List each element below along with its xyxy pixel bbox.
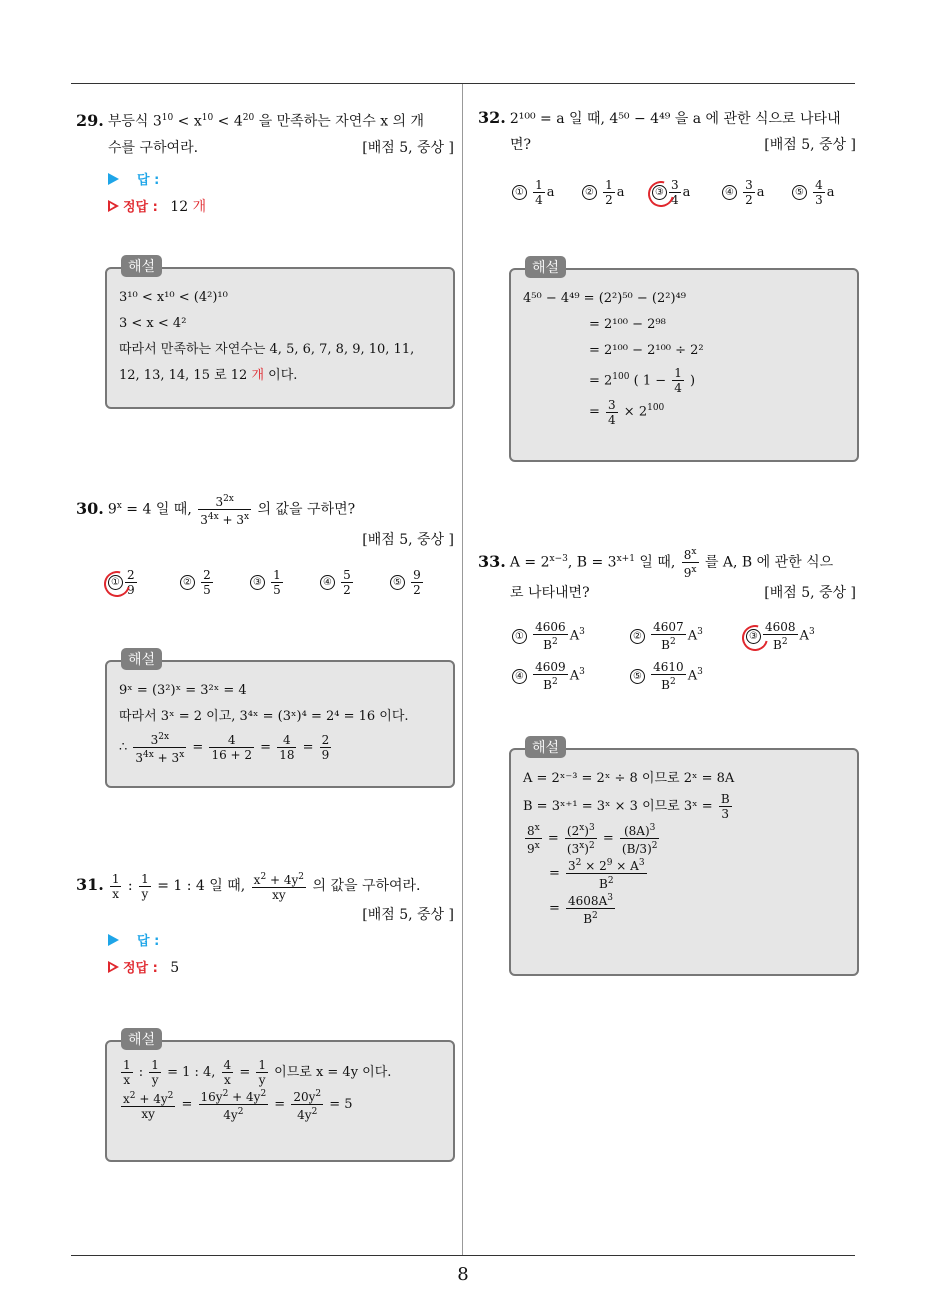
solution-box-30: 해설 9ˣ = (3²)ˣ = 3²ˣ = 4 따라서 3ˣ = 2 이고, 3⁴ˣ = (3ˣ)⁴ = 2⁴ = 16 이다. ∴ $\frac{3^{2x}}{3^{4x} + 3^x}$ = $\frac{4}{16 + 2}$ = $\frac{4}{18}$ = $\frac{2}{9}$ bbox=[105, 660, 455, 788]
score-label: [배점 5, 중상 ] bbox=[362, 907, 454, 923]
option-3[interactable]: ③ $\frac{4608}{B^2}$ $A^3$ bbox=[746, 620, 815, 652]
solution-box-33: 해설 A = 2ˣ⁻³ = 2ˣ ÷ 8 이므로 2ˣ = 8A B = 3ˣ⁺¹ = 3ˣ × 3 이므로 3ˣ = $\frac{B}{3}$ $\frac{8^x}{9^x}$ = $\frac{(2^x)^3}{(3^x)^2}$ = $\frac{(8A)^3}{(B/3)^2}$ = $\frac{3^2 \times 2^9 \times A^3}{B^2}$ = $\frac{4608A^3}{B^2}$ bbox=[509, 748, 859, 976]
score-label: [배점 5, 중상 ] bbox=[362, 532, 454, 548]
option-2[interactable]: ② $\frac{4607}{B^2}$ $A^3$ bbox=[630, 620, 703, 652]
question-number: 29. bbox=[76, 110, 104, 130]
option-4[interactable]: ④ $\frac{5}{2}$ bbox=[320, 568, 355, 597]
option-2[interactable]: ② $\frac{1}{2}$ a bbox=[582, 178, 625, 207]
top-rule bbox=[71, 83, 855, 84]
answer-line: 답 : bbox=[76, 167, 454, 194]
correct-answer-line: 정답 : 12 개 bbox=[76, 194, 454, 221]
score-label: [배점 5, 중상 ] bbox=[764, 585, 856, 601]
option-1[interactable]: ① $\frac{1}{4}$ a bbox=[512, 178, 555, 207]
question-32: 32. 2¹⁰⁰ = a 일 때, 4⁵⁰ − 4⁴⁹ 을 a 에 관한 식으로 나타내 면? [배점 5, 중상 ] bbox=[478, 105, 856, 158]
question-31: 31. $\frac{1}{x}$ : $\frac{1}{y}$ = 1 : 4 일 때, $\frac{x^2 + 4y^2}{xy}$ 의 값을 구하여라. [배점 5, 중상 ] 답 : 정답 : 5 bbox=[76, 870, 454, 982]
correct-answer-line: 정답 : 5 bbox=[76, 955, 454, 982]
page-number: 8 bbox=[457, 1264, 469, 1285]
option-3[interactable]: ③ $\frac{1}{5}$ bbox=[250, 568, 285, 597]
play-icon bbox=[108, 173, 119, 185]
score-label: [배점 5, 중상 ] bbox=[362, 139, 454, 156]
option-5[interactable]: ⑤ $\frac{4610}{B^2}$ $A^3$ bbox=[630, 660, 703, 692]
solution-box-29: 해설 3¹⁰ < x¹⁰ < (4²)¹⁰ 3 < x < 4² 따라서 만족하는 자연수는 4, 5, 6, 7, 8, 9, 10, 11, 12, 13, 14, 15 로 12 개 이다. bbox=[105, 267, 455, 409]
solution-box-32: 해설 4⁵⁰ − 4⁴⁹ = (2²)⁵⁰ − (2²)⁴⁹ = 2¹⁰⁰ − 2⁹⁸ = 2¹⁰⁰ − 2¹⁰⁰ ÷ 2² = $2^{100}$ ( 1 − $\frac{1}{4}$ ) = $\frac{3}{4}$ × $2^{100}$ bbox=[509, 268, 859, 462]
option-5[interactable]: ⑤ $\frac{9}{2}$ bbox=[390, 568, 425, 597]
options-32 bbox=[512, 178, 852, 218]
option-1[interactable]: ① $\frac{2}{9}$ bbox=[108, 568, 139, 597]
column-divider bbox=[462, 84, 463, 1256]
option-4[interactable]: ④ $\frac{3}{2}$ a bbox=[722, 178, 765, 207]
answer-line: 답 : bbox=[76, 928, 454, 955]
option-3[interactable]: ③ $\frac{3}{4}$ a bbox=[652, 178, 690, 207]
options-30 bbox=[108, 568, 454, 608]
outline-triangle-icon bbox=[108, 200, 119, 212]
bottom-rule bbox=[71, 1255, 855, 1256]
option-5[interactable]: ⑤ $\frac{4}{3}$ a bbox=[792, 178, 835, 207]
play-icon bbox=[108, 934, 119, 946]
score-label: [배점 5, 중상 ] bbox=[764, 137, 856, 153]
options-33 bbox=[512, 620, 852, 700]
outline-triangle-icon bbox=[108, 961, 119, 973]
option-2[interactable]: ② $\frac{2}{5}$ bbox=[180, 568, 215, 597]
solution-tag: 해설 bbox=[121, 255, 162, 277]
question-33: 33. $A = 2^{x-3}$, $B = 3^{x+1}$ 일 때, $\frac{8^x}{9^x}$ 를 A, B 에 관한 식으 로 나타내면? [배점 5, 중상 ] bbox=[478, 545, 856, 606]
question-29: 29. 부등식 $3^{10} < x^{10} < 4^{20}$ 을 만족하는 자연수 x 의 개 수를 구하여라. [배점 5, 중상 ] 답 : 정답 : 12 개 bbox=[76, 105, 454, 221]
option-4[interactable]: ④ $\frac{4609}{B^2}$ $A^3$ bbox=[512, 660, 585, 692]
solution-box-31: 해설 $\frac{1}{x}$ : $\frac{1}{y}$ = 1 : 4, $\frac{4}{x}$ = $\frac{1}{y}$ 이므로 x = 4y 이다. $\frac{x^2 + 4y^2}{xy}$ = $\frac{16y^2 + 4y^2}{4y^2}$ = $\frac{20y^2}{4y^2}$ = 5 bbox=[105, 1040, 455, 1162]
option-1[interactable]: ① $\frac{4606}{B^2}$ $A^3$ bbox=[512, 620, 585, 652]
question-30: 30. $9^x = 4$ 일 때, $\frac{3^{2x}}{3^{4x} + 3^x}$ 의 값을 구하면? [배점 5, 중상 ] bbox=[76, 492, 454, 551]
